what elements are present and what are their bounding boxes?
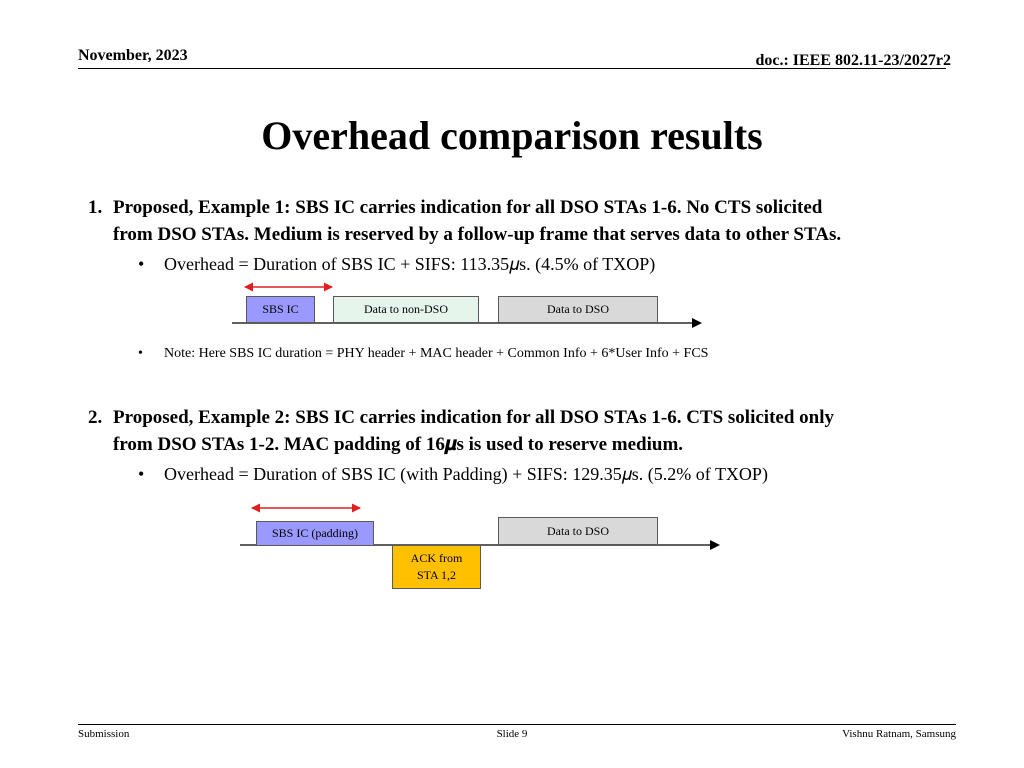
example1-line1: Proposed, Example 1: SBS IC carries indication for all DSO STAs 1-6. No CTS solicited: [113, 197, 823, 218]
example2-overhead: Overhead = Duration of SBS IC (with Padding) + SIFS: 129.35𝜇s. (5.2% of TXOP): [164, 464, 768, 484]
example1-note: [138, 346, 708, 362]
example1-line2: from DSO STAs. Medium is reserved by a follow-up frame that serves data to other STAs.: [113, 224, 842, 245]
ack-line1: ACK from: [410, 551, 463, 565]
data-dso-box-2: Data to DSO: [498, 517, 658, 545]
ack-line2: STA 1,2: [416, 568, 457, 582]
example2-item: [88, 404, 948, 458]
example1-note-text: Note: Here SBS IC duration = PHY header + MAC header + Common Info + 6*User Info + FCS: [164, 346, 709, 361]
example2-number: 2.: [88, 407, 103, 428]
example2-line1: Proposed, Example 2: SBS IC carries indication for all DSO STAs 1-6. CTS solicited only: [113, 407, 834, 428]
example1-number: 1.: [88, 197, 103, 218]
sbs-ic-padding-box: SBS IC (padding): [256, 521, 374, 546]
bullet-icon: •: [138, 346, 143, 361]
footer-author: Vishnu Ratnam, Samsung: [842, 728, 956, 740]
header-doc-id: doc.: IEEE 802.11-23/2027r2: [755, 52, 951, 69]
footer-submission: Submission: [78, 728, 130, 740]
ack-from-sta-box: [392, 545, 481, 589]
header-date: November, 2023: [78, 47, 188, 64]
sbs-ic-box: SBS IC: [246, 296, 315, 323]
data-non-dso-box: Data to non-DSO: [333, 296, 479, 323]
bullet-icon: •: [138, 254, 145, 274]
example1-overhead: Overhead = Duration of SBS IC + SIFS: 113.35𝜇s. (4.5% of TXOP): [164, 254, 656, 274]
example2-line2: from DSO STAs 1-2. MAC padding of 16𝝁s is used to reserve medium.: [113, 434, 684, 455]
footer-divider: [78, 724, 956, 725]
bullet-icon: •: [138, 464, 145, 484]
footer-slide-number: Slide 9: [496, 728, 528, 740]
example2-bullet: [138, 462, 768, 486]
page-title: Overhead comparison results: [261, 113, 763, 158]
data-dso-box: Data to DSO: [498, 296, 658, 323]
